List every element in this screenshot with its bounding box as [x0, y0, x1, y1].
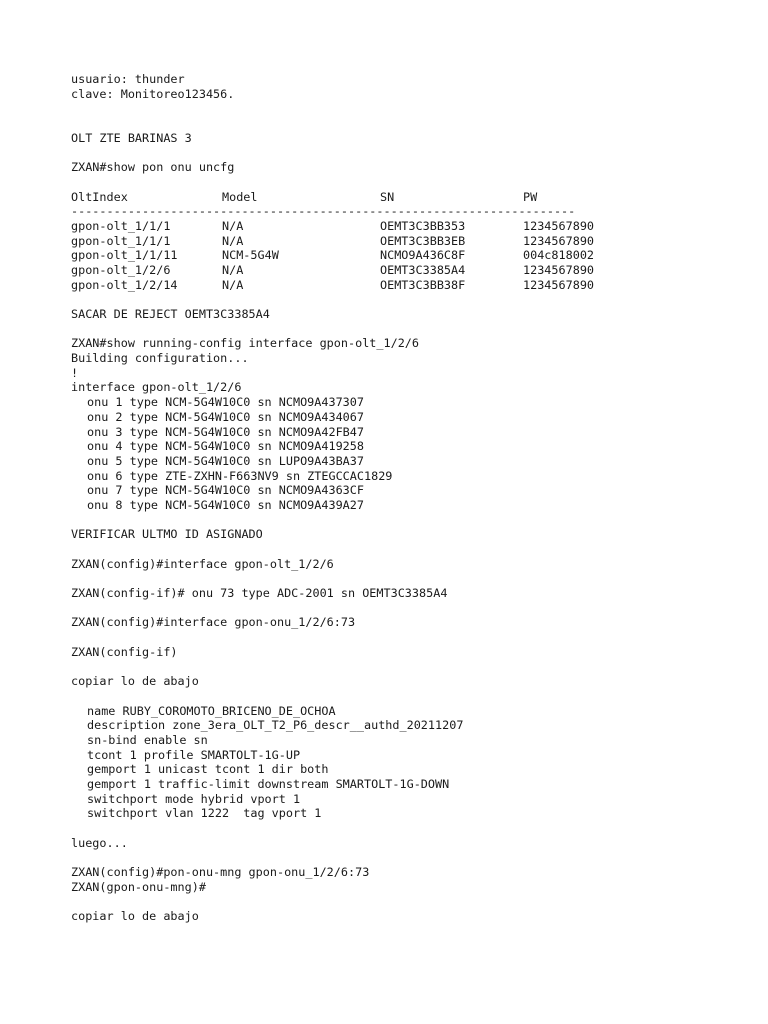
cell-pw: 1234567890: [523, 218, 595, 233]
onu-config-line: onu 6 type ZTE-ZXHN-F663NV9 sn ZTEGCCAC1829: [87, 468, 393, 483]
cell-sn: OEMT3C3385A4: [380, 262, 466, 277]
cell-model: N/A: [222, 262, 244, 277]
cell-oltindex: gpon-olt_1/2/14: [71, 277, 178, 292]
spacer: [71, 660, 751, 675]
cell-pw: 004c818002: [523, 248, 595, 263]
command-config-interface-olt: ZXAN(config)#interface gpon-olt_1/2/6: [71, 556, 334, 571]
spacer: [71, 895, 751, 910]
onu-config-line: onu 7 type NCM-5G4W10C0 sn NCMO9A4363CF: [87, 483, 364, 498]
config-line: tcont 1 profile SMARTOLT-1G-UP: [87, 747, 301, 762]
command-add-onu: ZXAN(config-if)# onu 73 type ADC-2001 sn OEMT3C3385A4: [71, 586, 448, 601]
config-line: gemport 1 traffic-limit downstream SMARTOLT-1G-DOWN: [87, 777, 450, 791]
prompt-gpon-onu-mng: ZXAN(gpon-onu-mng)#: [71, 879, 206, 894]
command-show-pon-onu-uncfg: ZXAN#show pon onu uncfg: [71, 160, 235, 175]
onu-config-line: onu 4 type NCM-5G4W10C0 sn NCMO9A419258: [87, 439, 364, 454]
spacer: [71, 145, 751, 160]
onu-config-line: onu 3 type NCM-5G4W10C0 sn NCMO9A42FB47: [87, 424, 364, 439]
command-config-interface-onu: ZXAN(config)#interface gpon-onu_1/2/6:73: [71, 615, 356, 630]
instruction-copy-below: copiar lo de abajo: [71, 674, 199, 689]
cell-sn: NCMO9A436C8F: [380, 248, 466, 263]
interface-line: interface gpon-olt_1/2/6: [71, 380, 242, 395]
table-row: [71, 263, 751, 278]
onu-config-line: onu 1 type NCM-5G4W10C0 sn NCMO9A437307: [87, 395, 364, 410]
olt-title: OLT ZTE BARINAS 3: [71, 130, 192, 145]
command-pon-onu-mng: ZXAN(config)#pon-onu-mng gpon-onu_1/2/6:73: [71, 865, 370, 880]
config-line: sn-bind enable sn: [87, 732, 208, 747]
table-separator: -----------------------------------------------------------------------: [71, 204, 576, 219]
config-line: switchport vlan 1222 tag vport 1: [87, 806, 322, 821]
config-line: switchport mode hybrid vport 1: [87, 791, 301, 806]
document-page: [71, 72, 751, 924]
column-header-model: Model: [222, 189, 258, 204]
table-row: [71, 219, 751, 234]
table-row: [71, 278, 751, 293]
cell-oltindex: gpon-olt_1/1/11: [71, 248, 178, 263]
spacer: [71, 630, 751, 645]
spacer: [71, 571, 751, 586]
cell-model: N/A: [222, 233, 244, 248]
spacer: [71, 513, 751, 528]
password-line: clave: Monitoreo123456.: [71, 86, 235, 101]
command-show-running-config: ZXAN#show running-config interface gpon-olt_1/2/6: [71, 336, 420, 351]
table-row: [71, 234, 751, 249]
cell-oltindex: gpon-olt_1/1/1: [71, 233, 171, 248]
table-header-row: [71, 190, 751, 205]
spacer: [71, 292, 751, 307]
table-row: [71, 248, 751, 263]
config-line: name RUBY_COROMOTO_BRICENO_DE_OCHOA: [87, 703, 336, 718]
spacer: [71, 322, 751, 337]
then-label: luego...: [71, 835, 128, 850]
running-config-block: [71, 336, 751, 512]
spacer: [71, 850, 751, 865]
column-header-oltindex: OltIndex: [71, 189, 128, 204]
spacer: [71, 689, 751, 704]
config-bang: !: [71, 365, 79, 380]
building-configuration-text: Building configuration...: [71, 351, 249, 366]
note-remove-reject: SACAR DE REJECT OEMT3C3385A4: [71, 307, 270, 321]
spacer: [71, 601, 751, 616]
spacer: [71, 101, 751, 116]
cell-sn: OEMT3C3BB353: [380, 218, 466, 233]
note-verify-last-id: VERIFICAR ULTMO ID ASIGNADO: [71, 527, 263, 542]
column-header-pw: PW: [523, 189, 538, 204]
cell-oltindex: gpon-olt_1/1/1: [71, 218, 171, 233]
spacer: [71, 116, 751, 131]
spacer: [71, 175, 751, 190]
instruction-copy-below: copiar lo de abajo: [71, 909, 199, 924]
spacer: [71, 821, 751, 836]
cell-pw: 1234567890: [523, 262, 595, 277]
cell-model: NCM-5G4W: [222, 248, 279, 263]
onu-config-line: onu 5 type NCM-5G4W10C0 sn LUPO9A43BA37: [87, 453, 364, 468]
cell-oltindex: gpon-olt_1/2/6: [71, 262, 171, 277]
config-line: description zone_3era_OLT_T2_P6_descr__authd_20211207: [87, 718, 464, 733]
prompt-config-if: ZXAN(config-if): [71, 644, 178, 659]
cell-pw: 1234567890: [523, 277, 595, 292]
onu-config-block: [71, 704, 751, 822]
username-line: usuario: thunder: [71, 72, 185, 86]
onu-config-line: onu 8 type NCM-5G4W10C0 sn NCMO9A439A27: [87, 497, 364, 512]
cell-pw: 1234567890: [523, 233, 595, 248]
unconfigured-onu-table: [71, 190, 751, 293]
cell-model: N/A: [222, 218, 244, 233]
cell-sn: OEMT3C3BB3EB: [380, 233, 466, 248]
column-header-sn: SN: [380, 189, 395, 204]
cell-sn: OEMT3C3BB38F: [380, 277, 466, 292]
onu-config-line: onu 2 type NCM-5G4W10C0 sn NCMO9A434067: [87, 409, 364, 424]
cell-model: N/A: [222, 277, 244, 292]
config-line: gemport 1 unicast tcont 1 dir both: [87, 762, 329, 777]
spacer: [71, 542, 751, 557]
